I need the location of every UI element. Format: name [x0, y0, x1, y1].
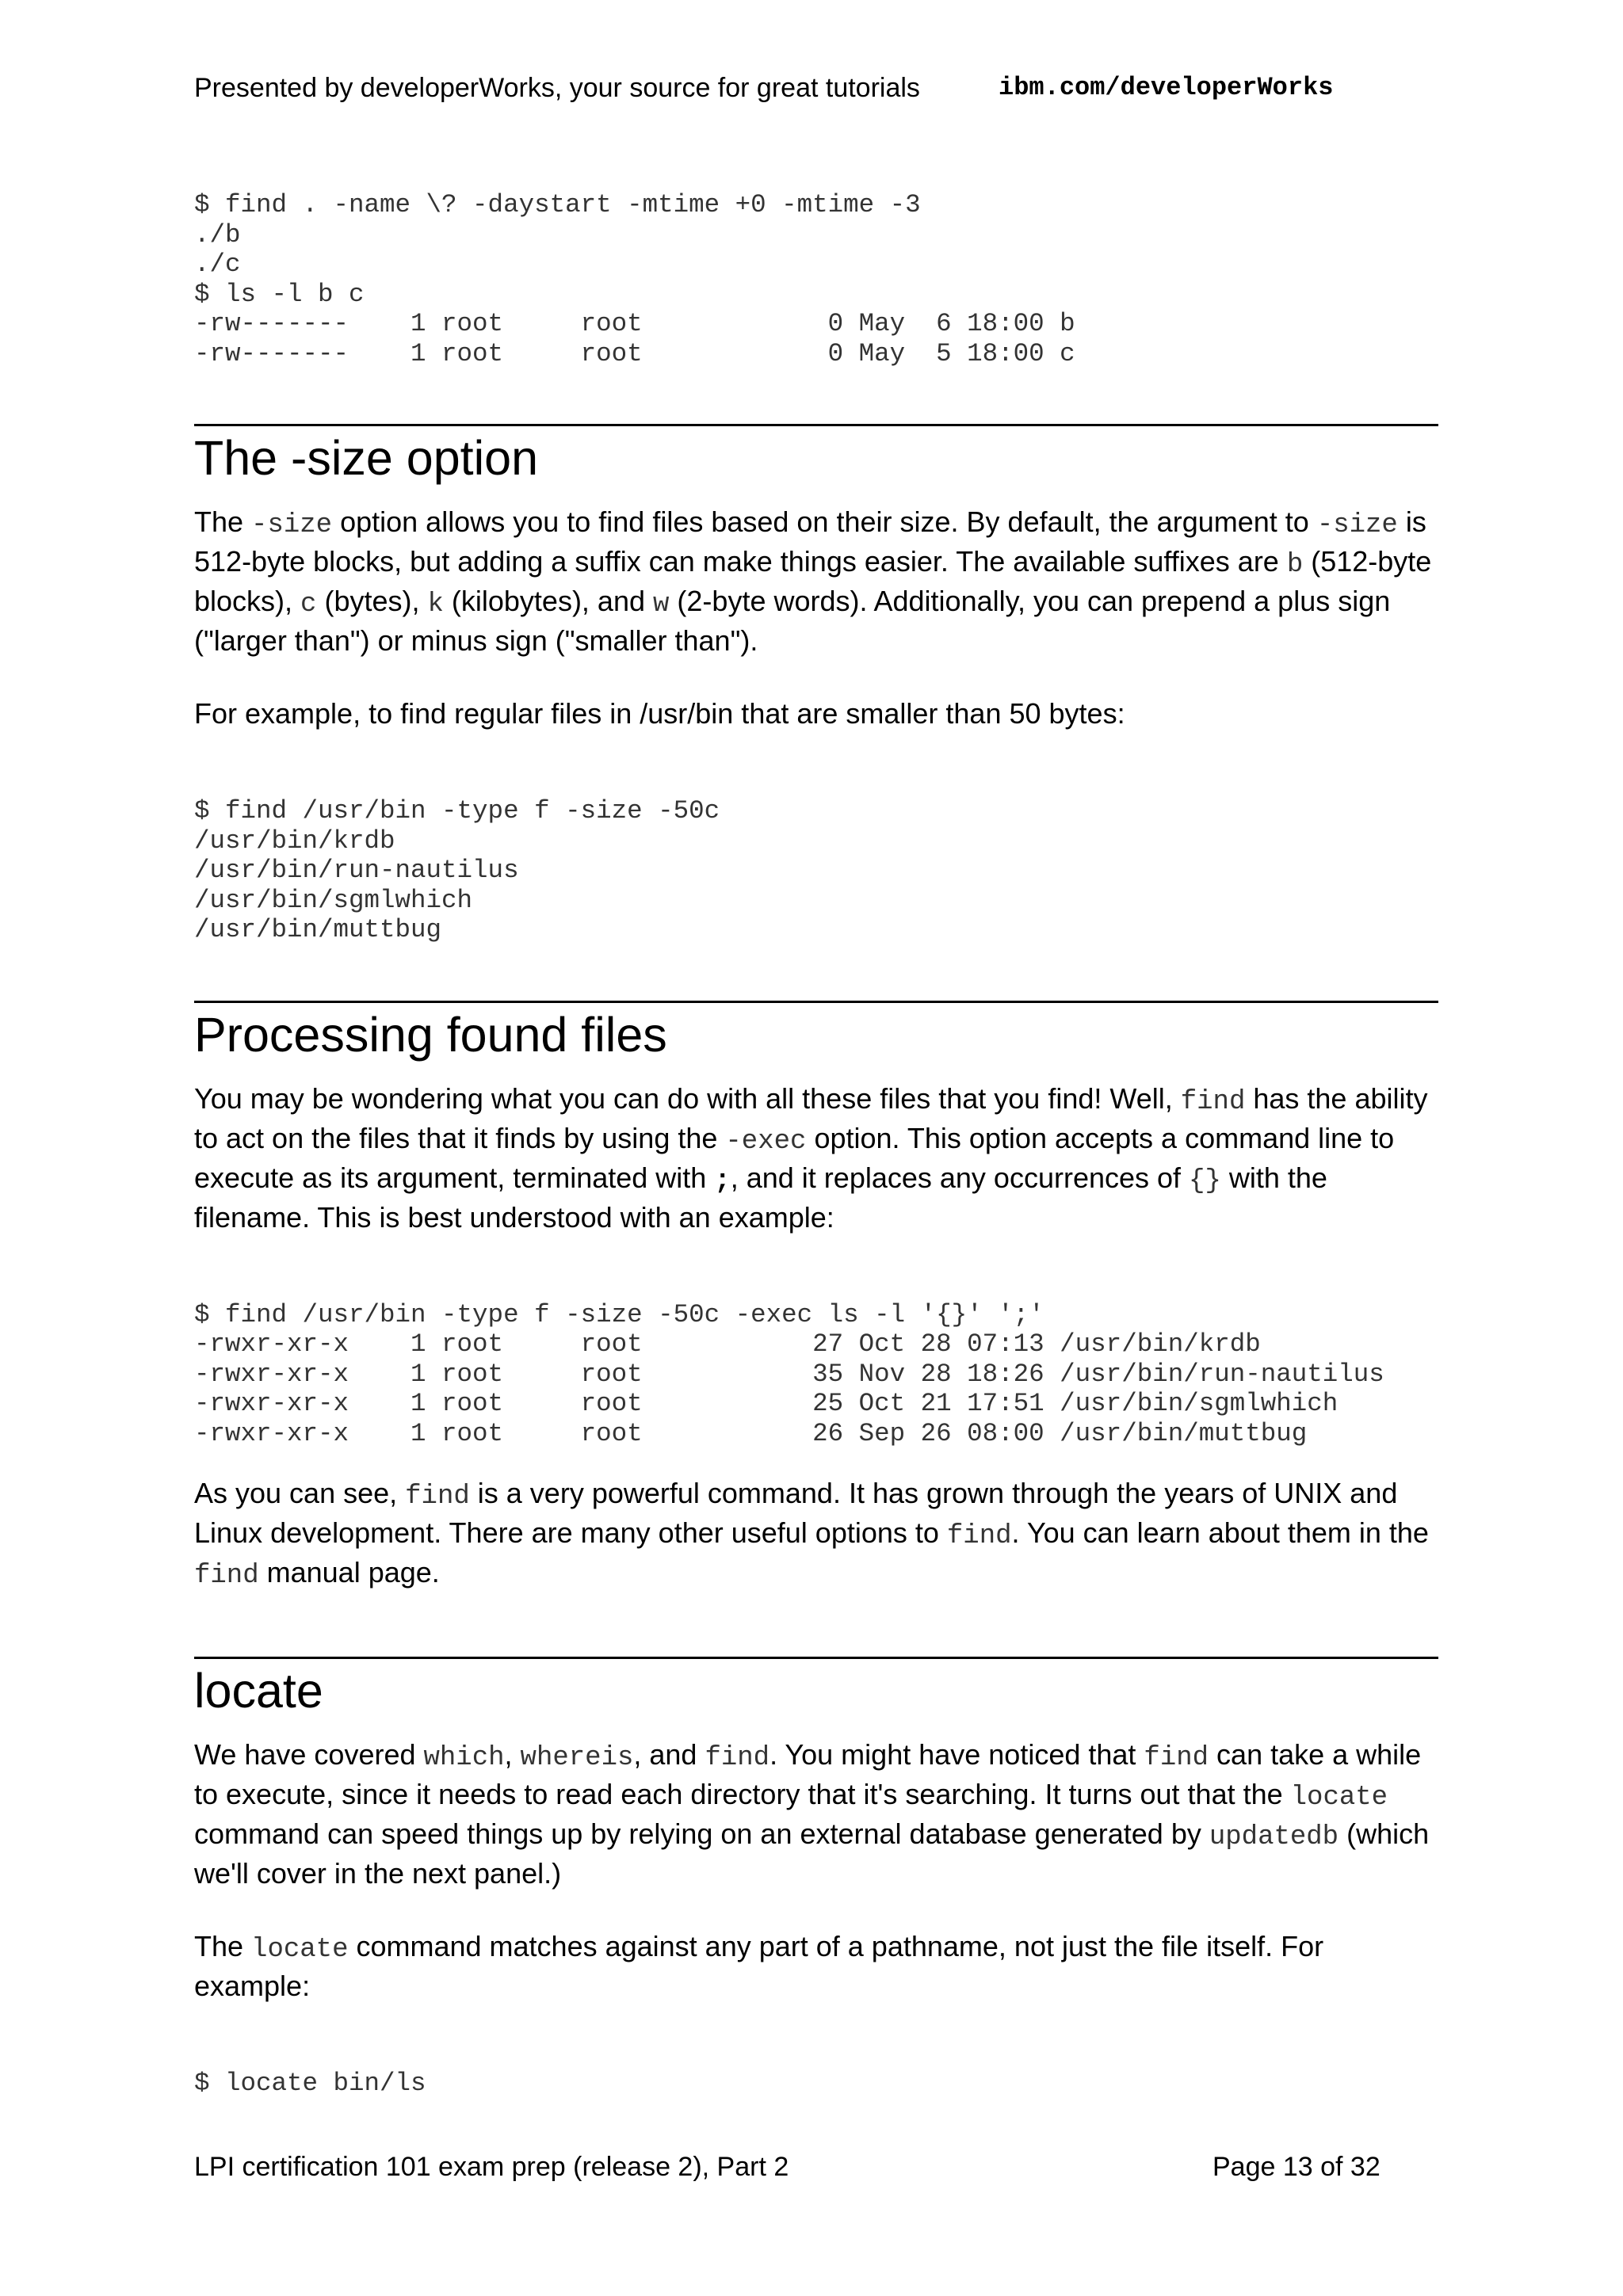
inline-code: locate — [1290, 1783, 1388, 1813]
footer-document-title: LPI certification 101 exam prep (release 2), Part 2 — [194, 2152, 789, 2182]
size-paragraph-2: For example, to find regular files in /usr/bin that are smaller than 50 bytes: — [194, 697, 1125, 730]
section-title-locate: locate — [194, 1664, 323, 1718]
code-block-find-exec: $ find /usr/bin -type f -size -50c -exec ls -l '{}' ';' -rwxr-xr-x 1 root root 27 Oct 28 07:13 /usr/bin/krdb -rwxr-xr-x 1 root root 35 Nov 28 18:26 /usr/bin/run-nautilus -rwxr-xr-x 1 root root 25 Oct 21 17:51 /usr/bin/sgmlwhich -rwxr-xr-x 1 root root 26 Sep 26 08:00 /usr/bin/muttbug — [194, 1299, 1384, 1448]
inline-code: {} — [1189, 1165, 1221, 1196]
inline-code: c — [300, 589, 317, 620]
inline-code: find — [405, 1482, 470, 1512]
page-footer — [194, 2152, 1438, 2191]
footer-page-number: Page 13 of 32 — [1212, 2152, 1381, 2182]
code-block-find-daystart: $ find . -name \? -daystart -mtime +0 -mtime -3 ./b ./c $ ls -l b c -rw------- 1 root root 0 May 6 18:00 b -rw------- 1 root root 0 May 5 18:00 c — [194, 190, 1075, 368]
inline-code: which — [423, 1743, 505, 1773]
section-size-option — [194, 424, 1438, 945]
inline-code: -exec — [725, 1126, 807, 1157]
page-content — [194, 190, 1438, 2099]
locate-paragraph-1: We have covered which, whereis, and find. You might have noticed that find can take a while to execute, since it needs to read each directory that it's searching. It turns out that the locate command can speed things up by relying on an external database generated by updatedb (which we'll cover in the next panel.) — [194, 1738, 1430, 1890]
section-title-processing: Processing found files — [194, 1007, 667, 1062]
inline-code: find — [1180, 1086, 1246, 1117]
section-processing — [194, 1001, 1438, 1595]
processing-paragraph-1: You may be wondering what you can do with all these files that you find! Well, find has the ability to act on the files that it finds by using the -exec option. This option accepts a command line to execute as its argument, terminated with ;, and it replaces any occurrences of {} with the filename. This is best understood with an example: — [194, 1081, 1428, 1234]
inline-code: b — [1286, 550, 1304, 580]
locate-paragraph-2: The locate command matches against any part of a pathname, not just the file itself. For example: — [194, 1930, 1324, 2002]
inline-code: find — [946, 1521, 1012, 1551]
inline-code: k — [427, 589, 444, 620]
inline-code: locate — [251, 1935, 349, 1965]
inline-code: -size — [251, 510, 333, 540]
inline-code: updatedb — [1209, 1822, 1339, 1852]
inline-code: -size — [1316, 510, 1398, 540]
section-locate — [194, 1657, 1438, 2099]
size-paragraph-1: The -size option allows you to find files based on their size. By default, the argument to -size is 512-byte blocks, but adding a suffix can make things easier. The available suffixes are b (512-byte blocks), c (bytes), k (kilobytes), and w (2-byte words). Additionally, you can prepend a plus sign ("larger than") or minus sign ("smaller than"). — [194, 505, 1432, 657]
header-tagline: Presented by developerWorks, your source for great tutorials — [194, 73, 920, 103]
inline-code: find — [705, 1743, 770, 1773]
page-header — [194, 73, 1438, 113]
section-title-size: The -size option — [194, 431, 538, 485]
inline-code: w — [653, 589, 670, 620]
inline-code: ; — [714, 1165, 731, 1196]
processing-paragraph-2: As you can see, find is a very powerful command. It has grown through the years of UNIX and Linux development. There are many other useful options to find. You can learn about them in the find manual page. — [194, 1477, 1429, 1591]
header-site-link[interactable]: ibm.com/developerWorks — [999, 73, 1334, 102]
inline-code: whereis — [520, 1743, 634, 1773]
code-block-locate: $ locate bin/ls — [194, 2069, 426, 2098]
code-block-find-size: $ find /usr/bin -type f -size -50c /usr/bin/krdb /usr/bin/run-nautilus /usr/bin/sgmlwhich /usr/bin/muttbug — [194, 796, 720, 944]
inline-code: find — [1144, 1743, 1209, 1773]
inline-code: find — [194, 1561, 259, 1591]
